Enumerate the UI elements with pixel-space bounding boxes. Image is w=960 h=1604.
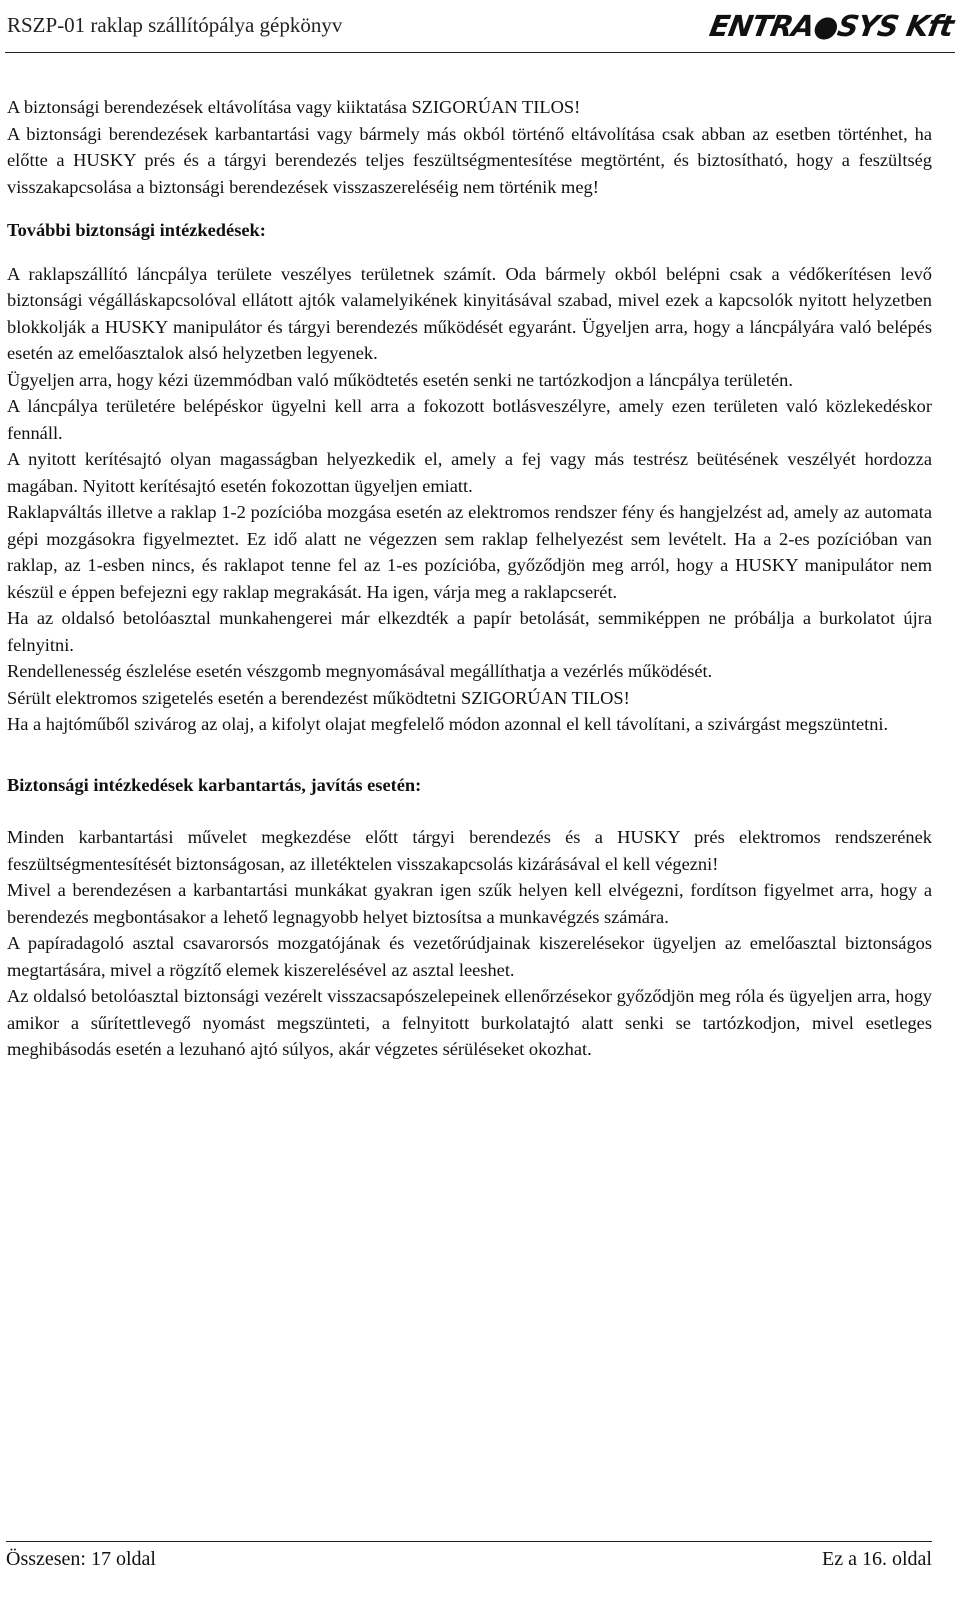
paragraph: A papíradagoló asztal csavarorsós mozgatójának és vezetőrúdjainak kiszerelésekor ügyeljen az emelőasztal biztonságos megtartására, mivel a rögzítő elemek kiszerelésével az asztal leeshet. — [7, 933, 932, 980]
paragraph: A raklapszállító láncpálya területe veszélyes területnek számít. Oda bármely okból belépni csak a védőkerítésen levő biztonsági végálláskapcsolóval ellátott ajtók valamelyikének kinyitásával szabad, mivel ezek a kapcsolók nyitott helyzetben blokkolják a HUSKY manipulátor és tárgyi berendezés működését egyaránt. Ügyeljen arra, hogy a láncpályára való belépés esetén az emelőasztalok alsó helyzetben legyenek. — [7, 263, 932, 363]
document-body — [7, 94, 932, 1063]
paragraph: A biztonsági berendezések karbantartási vagy bármely más okból történő eltávolítása csak abban az esetben történhet, ha előtte a HUSKY prés és a tárgyi berendezés teljes feszültségmentesítése megtörtént, és biztosítható, hogy a feszültség visszakapcsolása a biztonsági berendezések visszaszereléséig nem történik meg! — [7, 123, 932, 197]
paragraph: Sérült elektromos szigetelés esetén a berendezést működtetni SZIGORÚAN TILOS! — [7, 687, 630, 708]
page-header — [5, 6, 955, 53]
paragraph: Raklapváltás illetve a raklap 1-2 pozícióba mozgása esetén az elektromos rendszer fény és hangjelzést ad, amely az automata gépi mozgásokra figyelmeztet. Ez idő alatt ne végezzen sem raklap felhelyezést sem levételt. Ha a 2-es pozícióban van raklap, az 1-esben nincs, és raklapot tenne fel az 1-es pozícióba, győződjön meg arról, hogy a HUSKY manipulátor nem készül e éppen befejezni egy raklap megrakását. Ha igen, várja meg a raklapcserét. — [7, 502, 932, 602]
paragraph: Ha a hajtóműből szivárog az olaj, a kifolyt olajat megfelelő módon azonnal el kell távolítani, a szivárgást megszüntetni. — [7, 714, 889, 734]
page-footer — [6, 1541, 932, 1604]
total-pages: Összesen: 17 oldal — [6, 1548, 156, 1570]
paragraph: Minden karbantartási művelet megkezdése előtt tárgyi berendezés és a HUSKY prés elektromos rendszerének feszültségmentesítését biztonságosan, az illetéktelen visszakapcsolás kizárásával el kell végezni! — [7, 827, 932, 874]
paragraph: A nyitott kerítésajtó olyan magasságban helyezkedik el, amely a fej vagy más testrész beütésének veszélyét hordozza magában. Nyitott kerítésajtó esetén fokozottan ügyeljen emiatt. — [7, 449, 932, 496]
section-heading: További biztonsági intézkedések: — [7, 220, 266, 240]
section-heading: Biztonsági intézkedések karbantartás, javítás esetén: — [7, 774, 422, 795]
paragraph: Mivel a berendezésen a karbantartási munkákat gyakran igen szűk helyen kell elvégezni, fordítson figyelmet arra, hogy a berendezés megbontásakor a lehető legnagyobb helyet biztosítsa a munkavégzés számára. — [7, 880, 932, 927]
company-logo: ENTRA●SYS Kft — [707, 9, 956, 43]
paragraph: A láncpálya területére belépéskor ügyelni kell arra a fokozott botlásveszélyre, amely ezen területen való közlekedéskor fennáll. — [7, 396, 932, 443]
paragraph: Rendellenesség észlelése esetén vészgomb megnyomásával megállíthatja a vezérlés működését. — [7, 661, 713, 681]
paragraph: A biztonsági berendezések eltávolítása vagy kiiktatása SZIGORÚAN TILOS! — [7, 97, 581, 117]
paragraph: Ha az oldalsó betolóasztal munkahengerei már elkezdték a papír betolását, semmiképpen ne próbálja a burkolatot újra felnyitni. — [7, 608, 932, 655]
paragraph: Ügyeljen arra, hogy kézi üzemmódban való működtetés esetén senki ne tartózkodjon a láncpálya területén. — [7, 369, 793, 390]
paragraph: Az oldalsó betolóasztal biztonsági vezérelt visszacsapószelepeinek ellenőrzésekor győződjön meg róla és ügyeljen arra, hogy amikor a sűrítettlevegő nyomást megszünteti, a felnyitott burkolatajtó alatt senki se tartózkodjon, mivel esetleges meghibásodás esetén a lezuhanó ajtó súlyos, akár végzetes sérüléseket okozhat. — [7, 986, 932, 1059]
page-number: Ez a 16. oldal — [822, 1548, 932, 1570]
document-title: RSZP-01 raklap szállítópálya gépkönyv — [7, 13, 343, 37]
